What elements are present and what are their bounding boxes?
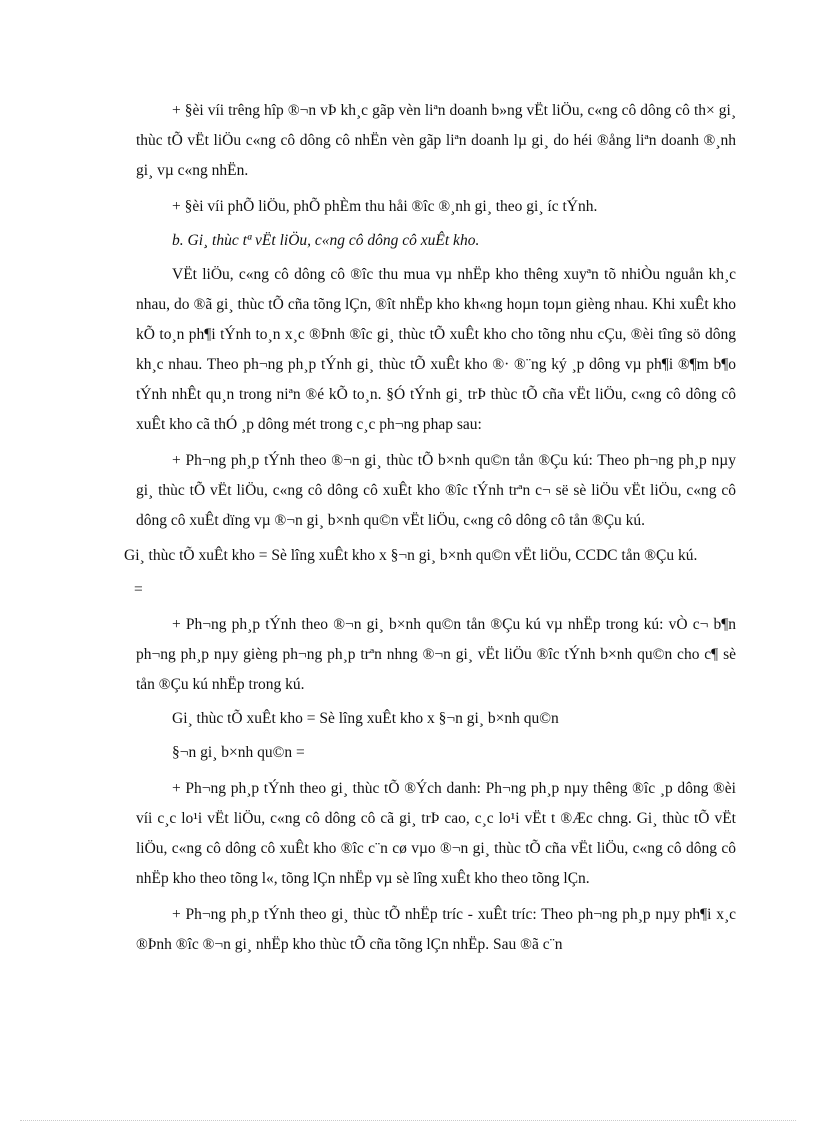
paragraph-materials-intro: VËt liÖu, c«ng cô dông cô ®îc thu mua vµ nhËp kho thêng xuyªn tõ nhiÒu nguån kh¸c nhau, do ®ã gi¸ thùc tÕ cña tõng lÇn, ®ît nhËp kho kh«ng hoµn toµn gièng nhau. Khi xuÊt kho kÕ to¸n ph¶i tÝnh to¸n x¸c ®Þnh ®îc gi¸ thùc tÕ xuÊt kho cho tõng nhu cÇu, ®èi tîng sö dông kh¸c nhau. Theo ph¬ng ph¸p tÝnh gi¸ thùc tÕ xuÊt kho ®· ®¨ng ký ¸p dông vµ ph¶i ®¶m b¶o tÝnh nhÊt qu¸n trong niªn ®é kÕ to¸n. §Ó tÝnh gi¸ trÞ thùc tÕ cña vËt liÖu, c«ng cô dông cô xuÊt kho cã thÓ ¸p dông mét trong c¸c ph¬ng phap sau: [136, 266, 736, 433]
paragraph-scrap: + §èi víi phÕ liÖu, phÕ phÈm thu håi ®îc ®¸nh gi¸ theo gi¸ íc tÝnh. [172, 198, 598, 215]
formula-issue-price-1: Gi¸ thùc tÕ xuÊt kho = Sè lîng xuÊt kho x §¬n gi¸ b×nh qu©n vËt liÖu, CCDC tån ®Çu kú. [124, 547, 698, 564]
paragraph-joint-venture: + §èi víi trêng hîp ®¬n vÞ kh¸c gãp vèn liªn doanh b»ng vËt liÖu, c«ng cô dông cô th× gi¸ thùc tÕ vËt liÖu c«ng cô dông cô nhËn vèn gãp liªn doanh lµ gi¸ do héi ®ång liªn doanh ®¸nh gi¸ vµ c«ng nhËn. [136, 102, 736, 179]
paragraph-method-average-period: + Ph¬ng ph¸p tÝnh theo ®¬n gi¸ b×nh qu©n tån ®Çu kú vµ nhËp trong kú: vÒ c¬ b¶n ph¬ng ph¸p nµy gièng ph¬ng ph¸p trªn nhng ®¬n gi¸ vËt liÖu ®îc tÝnh b×nh qu©n cho c¶ sè tån ®Çu kú nhËp trong kú. [136, 616, 736, 693]
paragraph-method-fifo: + Ph¬ng ph¸p tÝnh theo gi¸ thùc tÕ nhËp tríc - xuÊt tríc: Theo ph¬ng ph¸p nµy ph¶i x¸c ®Þnh ®îc ®¬n gi¸ nhËp kho thùc tÕ cña tõng lÇn nhËp. Sau ®ã c¨n [136, 906, 736, 953]
paragraph-method-specific: + Ph¬ng ph¸p tÝnh theo gi¸ thùc tÕ ®Ých danh: Ph¬ng ph¸p nµy thêng ®îc ¸p dông ®èi víi c¸c lo¹i vËt liÖu, c«ng cô dông cô cã gi¸ trÞ cao, c¸c lo¹i vËt t ®Æc chng. Gi¸ thùc tÕ vËt liÖu, c«ng cô dông cô xuÊt kho ®îc c¨n cø vµo ®¬n gi¸ thùc tÕ cña vËt liÖu, c«ng cô dông cô nhËp kho theo tõng l«, tõng lÇn nhËp vµ sè lîng xuÊt kho theo tõng lÇn. [136, 780, 736, 887]
formula-equals-1: = [134, 581, 143, 598]
paragraph-method-average-opening: + Ph¬ng ph¸p tÝnh theo ®¬n gi¸ thùc tÕ b×nh qu©n tån ®Çu kú: Theo ph¬ng ph¸p nµy gi¸ thùc tÕ vËt liÖu, c«ng cô dông cô xuÊt kho ®îc tÝnh trªn c¬ së sè liÖu vËt liÖu, c«ng cô dông cô xuÊt dïng vµ ®¬n gi¸ b×nh qu©n vËt liÖu, c«ng cô dông cô tån ®Çu kú. [136, 452, 736, 529]
section-heading-b: b. Gi¸ thùc tª vËt liÖu, c«ng cô dông cô xuÊt kho. [172, 232, 480, 249]
formula-issue-price-2: Gi¸ thùc tÕ xuÊt kho = Sè lîng xuÊt kho x §¬n gi¸ b×nh qu©n [172, 710, 559, 727]
document-body [124, 96, 736, 960]
page-bottom-divider [20, 1120, 796, 1121]
formula-average-unit-price: §¬n gi¸ b×nh qu©n = [172, 744, 305, 761]
